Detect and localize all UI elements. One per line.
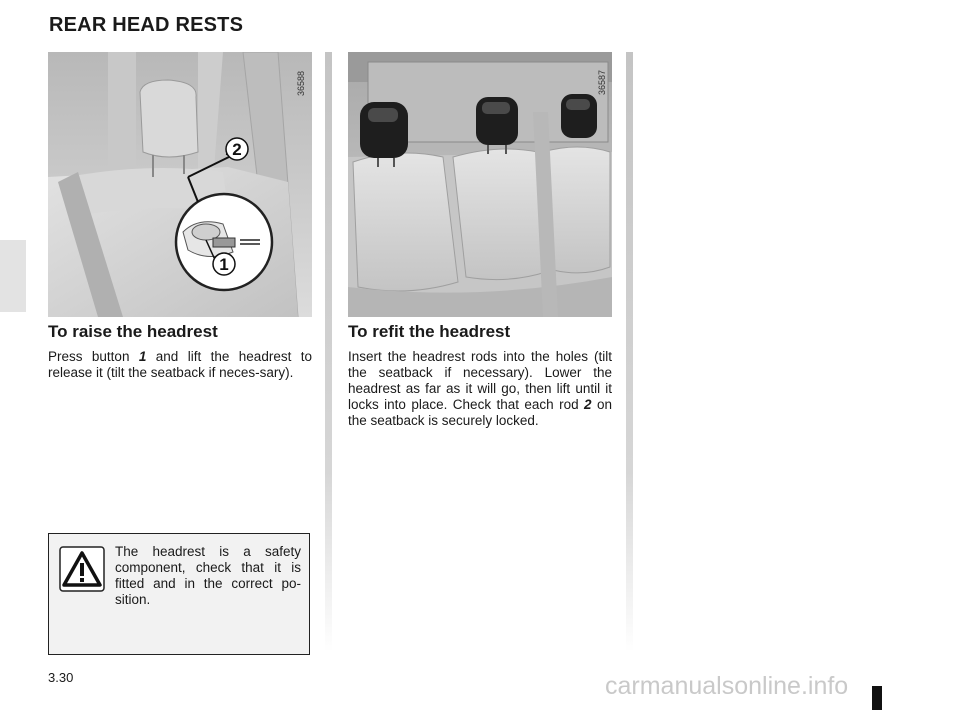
watermark: carmanualsonline.info xyxy=(605,672,849,700)
column-divider-right xyxy=(626,52,633,652)
headrest-raise-illustration xyxy=(48,52,312,317)
warning-text: The headrest is a safety component, check that it is fitted and in the correct po-sition. xyxy=(115,544,301,607)
refit-instructions: Insert the headrest rods into the holes (tilt the seatback if necessary). Lower the headrest as far as it will go, then lift until it locks into place. Check that each rod 2 on the seatback is securely locked. xyxy=(348,349,612,428)
section-heading-refit: To refit the headrest xyxy=(348,322,511,341)
headrest-refit-illustration xyxy=(348,52,612,317)
corner-mark xyxy=(872,686,882,710)
chapter-tab xyxy=(0,240,26,312)
page-number: 3.30 xyxy=(48,670,74,685)
page-title: REAR HEAD RESTS xyxy=(49,14,244,36)
warning-triangle-icon xyxy=(59,546,105,592)
figure-ref-number: 36587 xyxy=(597,69,607,95)
raise-instructions: Press button 1 and lift the headrest to release it (tilt the seatback if neces-sary). xyxy=(48,349,312,380)
button-ref-1: 1 xyxy=(138,349,147,364)
safety-warning-box xyxy=(48,533,310,655)
figure-ref-number: 36588 xyxy=(296,70,306,96)
callout-2-label: 2 xyxy=(232,140,242,159)
column-divider-left xyxy=(325,52,332,652)
section-heading-raise: To raise the headrest xyxy=(48,322,218,341)
callout-1-label: 1 xyxy=(219,255,229,274)
rod-ref-2: 2 xyxy=(584,397,592,412)
